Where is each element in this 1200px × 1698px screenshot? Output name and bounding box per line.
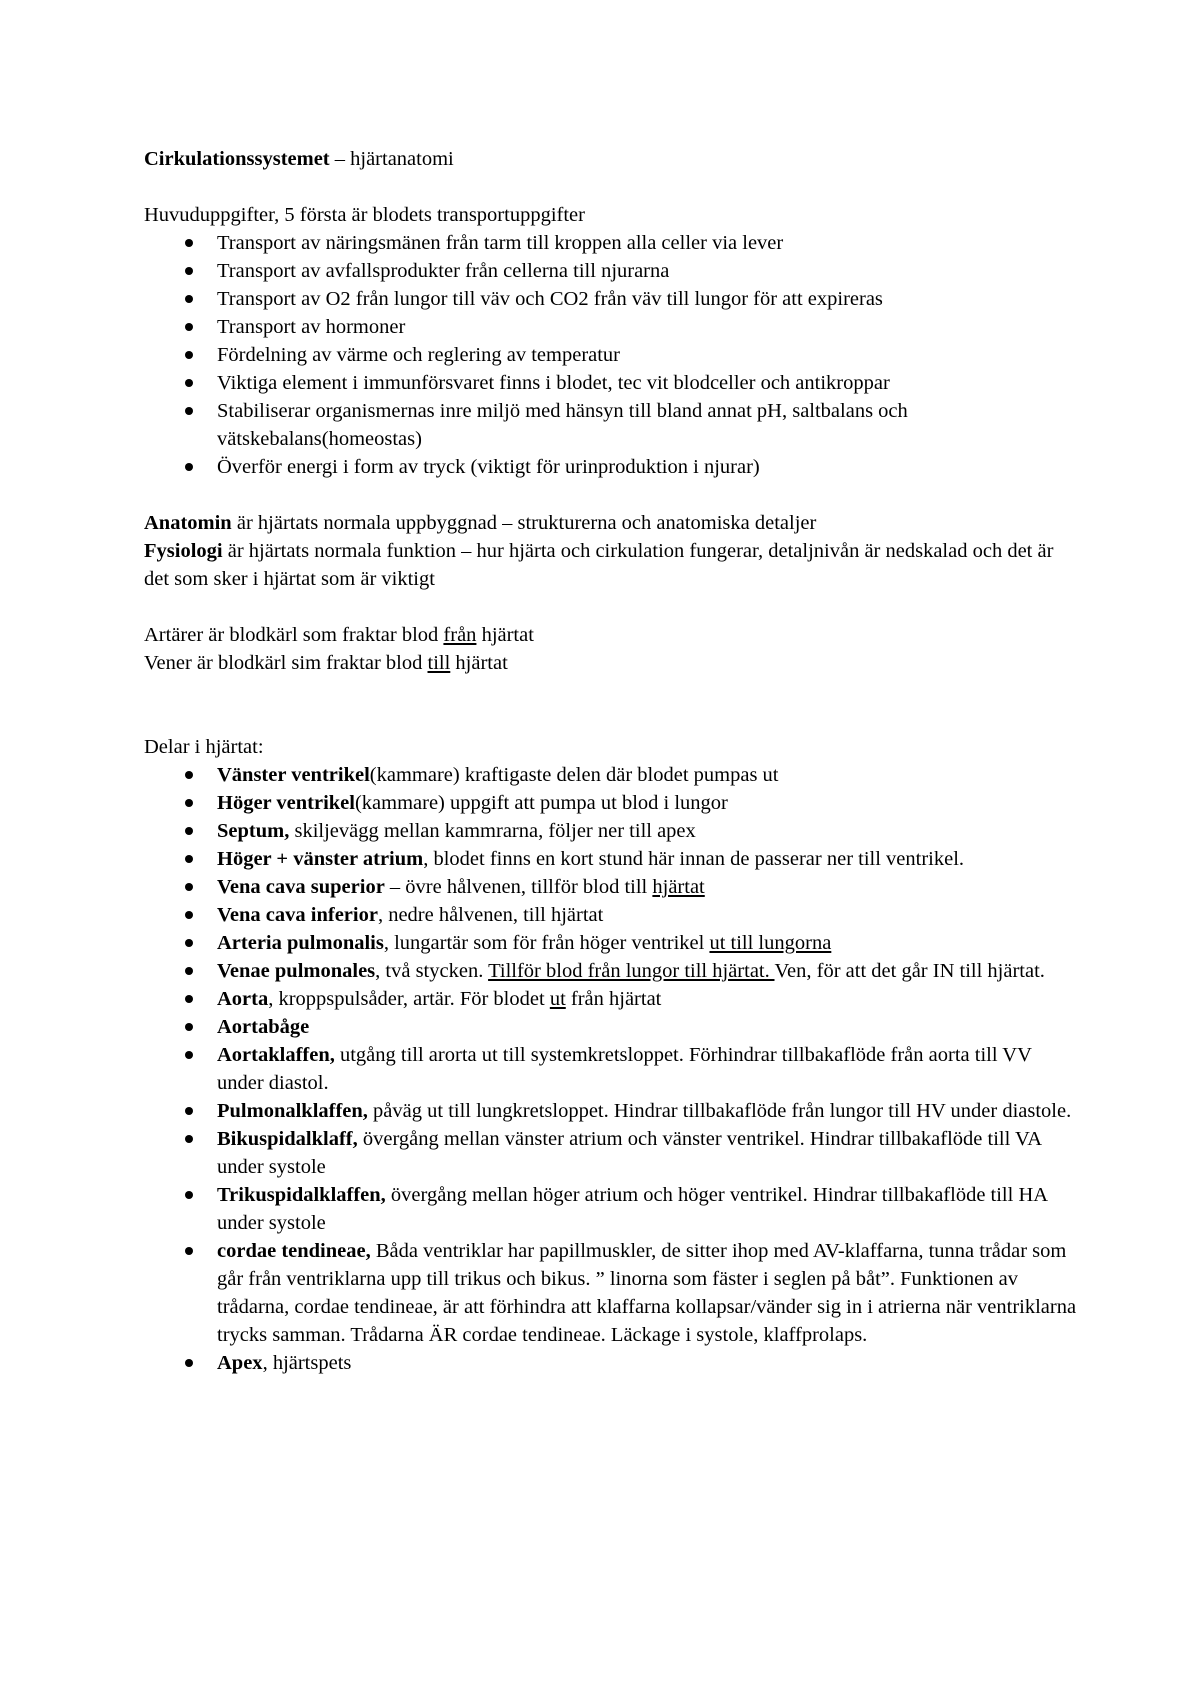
bullet-icon [185,967,193,975]
bullet-icon [185,323,193,331]
part-term: Pulmonalklaffen, [217,1100,368,1122]
list-item [144,873,1080,901]
list-item [144,985,1080,1013]
part-text: , två stycken. [375,960,489,982]
list-item-text: Transport av hormoner [217,316,406,338]
part-underlined: ut [549,988,566,1010]
vener-pre: Vener är blodkärl sim fraktar blod [144,652,428,674]
artar-post: hjärtat [476,624,534,646]
list-item-text: Överför energi i form av tryck (viktigt för urinproduktion i njurar) [217,456,760,478]
list-item [144,817,1080,845]
list-item [144,845,1080,873]
part-term: Bikuspidalklaff, [217,1128,358,1150]
list-item [144,1181,1080,1237]
bullet-icon [185,911,193,919]
part-text: Båda ventriklar har papillmuskler, de sitter ihop med AV-klaffarna, tunna trådar som går från ventriklarna upp till trikus och bikus. ” linorna som fäster i seglen på båt”. Funktionen av trådarna, cordae tendineae, är att förhindra att klaffarna kollapsar/vänder sig in i atrierna när ventriklarna trycks samman. Trådarna ÄR cordae tendineae. Läckage i systole, klaffprolaps. [217,1240,1077,1346]
part-underlined: Tillför blod från lungor till hjärtat. [488,960,775,982]
list-item [144,229,1080,257]
bullet-icon [185,1247,193,1255]
bullet-icon [185,407,193,415]
bullet-icon [185,239,193,247]
list-item [144,397,1080,453]
list-item [144,957,1080,985]
list-item-text: Transport av avfallsprodukter från cellerna till njurarna [217,260,670,282]
part-text: , lungartär som för från höger ventrikel [383,932,710,954]
list-item [144,929,1080,957]
list-item-text: Viktiga element i immunförsvaret finns i blodet, tec vit blodceller och antikroppar [217,372,890,394]
parts-intro: Delar i hjärtat: [144,736,264,758]
title-bold: Cirkulationssystemet [144,148,330,170]
vener-underlined: till [427,652,451,674]
part-text: övergång mellan höger atrium och höger ventrikel. Hindrar tillbakaflöde till HA under systole [217,1184,1047,1234]
bullet-icon [185,799,193,807]
list-item [144,313,1080,341]
part-term: Septum, [217,820,290,842]
list-item [144,1349,1080,1377]
artar-underlined: från [443,624,477,646]
list-item [144,1097,1080,1125]
anatomi-text: är hjärtats normala uppbyggnad – strukturerna och anatomiska detaljer [231,512,817,534]
part-text: , kroppspulsåder, artär. För blodet [268,988,550,1010]
part-text: , nedre hålvenen, till hjärtat [377,904,604,926]
list-item [144,1125,1080,1181]
part-text: (kammare) kraftigaste delen där blodet pumpas ut [369,764,779,786]
bullet-icon [185,771,193,779]
anatomi-definition [144,509,1080,537]
bullet-icon [185,1191,193,1199]
list-item [144,1013,1080,1041]
artar-pre: Artärer är blodkärl som fraktar blod [144,624,444,646]
part-text-after: Ven, för att det går IN till hjärtat. [774,960,1045,982]
list-item-text: Stabiliserar organismernas inre miljö med hänsyn till bland annat pH, saltbalans och vätskebalans(homeostas) [217,400,908,450]
list-item [144,341,1080,369]
part-text: , blodet finns en kort stund här innan de passerar ner till ventrikel. [423,848,965,870]
part-term: Apex [217,1352,263,1374]
list-item [144,369,1080,397]
bullet-icon [185,295,193,303]
part-term: Aortaklaffen, [217,1044,335,1066]
list-item [144,285,1080,313]
bullet-icon [185,1107,193,1115]
document-title [144,145,1080,173]
list-item [144,1041,1080,1097]
part-term: Höger + vänster atrium [217,848,424,870]
spacer [144,593,1080,621]
bullet-icon [185,883,193,891]
part-term: Vena cava inferior [217,904,378,926]
part-text: utgång till arorta ut till systemkretsloppet. Förhindrar tillbakaflöde från aorta till VV under diastol. [217,1044,1032,1094]
part-text: påväg ut till lungkretsloppet. Hindrar tillbakaflöde från lungor till HV under diastole. [367,1100,1072,1122]
spacer [144,173,1080,201]
artar-line [144,621,1080,649]
bullet-icon [185,855,193,863]
part-term: Venae pulmonales [217,960,376,982]
bullet-icon [185,939,193,947]
spacer [144,677,1080,733]
bullet-icon [185,379,193,387]
part-text: övergång mellan vänster atrium och vänster ventrikel. Hindrar tillbakaflöde till VA under systole [217,1128,1041,1178]
part-term: Aorta [217,988,269,1010]
part-term: Trikuspidalklaffen, [217,1184,386,1206]
part-term: Aortabåge [217,1016,310,1038]
part-text: skiljevägg mellan kammrarna, följer ner till apex [289,820,696,842]
parts-list [144,761,1080,1377]
bullet-icon [185,1051,193,1059]
bullet-icon [185,1135,193,1143]
spacer [144,481,1080,509]
list-item-text: Transport av näringsmänen från tarm till kroppen alla celler via lever [217,232,784,254]
bullet-icon [185,995,193,1003]
bullet-icon [185,463,193,471]
bullet-icon [185,1359,193,1367]
bullet-icon [185,827,193,835]
bullet-icon [185,351,193,359]
list-item-text: Transport av O2 från lungor till väv och CO2 från väv till lungor för att expireras [217,288,883,310]
part-underlined: hjärtat [652,876,705,898]
part-text-after: från hjärtat [565,988,662,1010]
vener-post: hjärtat [450,652,508,674]
list-item [144,1237,1080,1349]
vener-line [144,649,1080,677]
list-item [144,257,1080,285]
part-text: – övre hålvenen, tillför blod till [384,876,653,898]
fysiologi-term: Fysiologi [144,540,223,562]
part-term: Höger ventrikel [217,792,355,814]
part-text: (kammare) uppgift att pumpa ut blod i lungor [354,792,728,814]
list-item [144,901,1080,929]
bullet-icon [185,267,193,275]
list-item [144,789,1080,817]
list-item [144,453,1080,481]
tasks-intro: Huvuduppgifter, 5 första är blodets transportuppgifter [144,204,585,226]
fysiologi-definition [144,537,1080,593]
tasks-list [144,229,1080,481]
list-item-text: Fördelning av värme och reglering av temperatur [217,344,621,366]
part-text: , hjärtspets [262,1352,352,1374]
part-term: Arteria pulmonalis [217,932,384,954]
part-term: cordae tendineae, [217,1240,371,1262]
part-term: Vena cava superior [217,876,385,898]
anatomi-term: Anatomin [144,512,232,534]
part-underlined: ut till lungorna [709,932,832,954]
bullet-icon [185,1023,193,1031]
list-item [144,761,1080,789]
title-rest: – hjärtanatomi [329,148,454,170]
part-term: Vänster ventrikel [217,764,370,786]
fysiologi-text: är hjärtats normala funktion – hur hjärta och cirkulation fungerar, detaljnivån är nedskalad och det är det som sker i hjärtat som är viktigt [144,540,1054,590]
